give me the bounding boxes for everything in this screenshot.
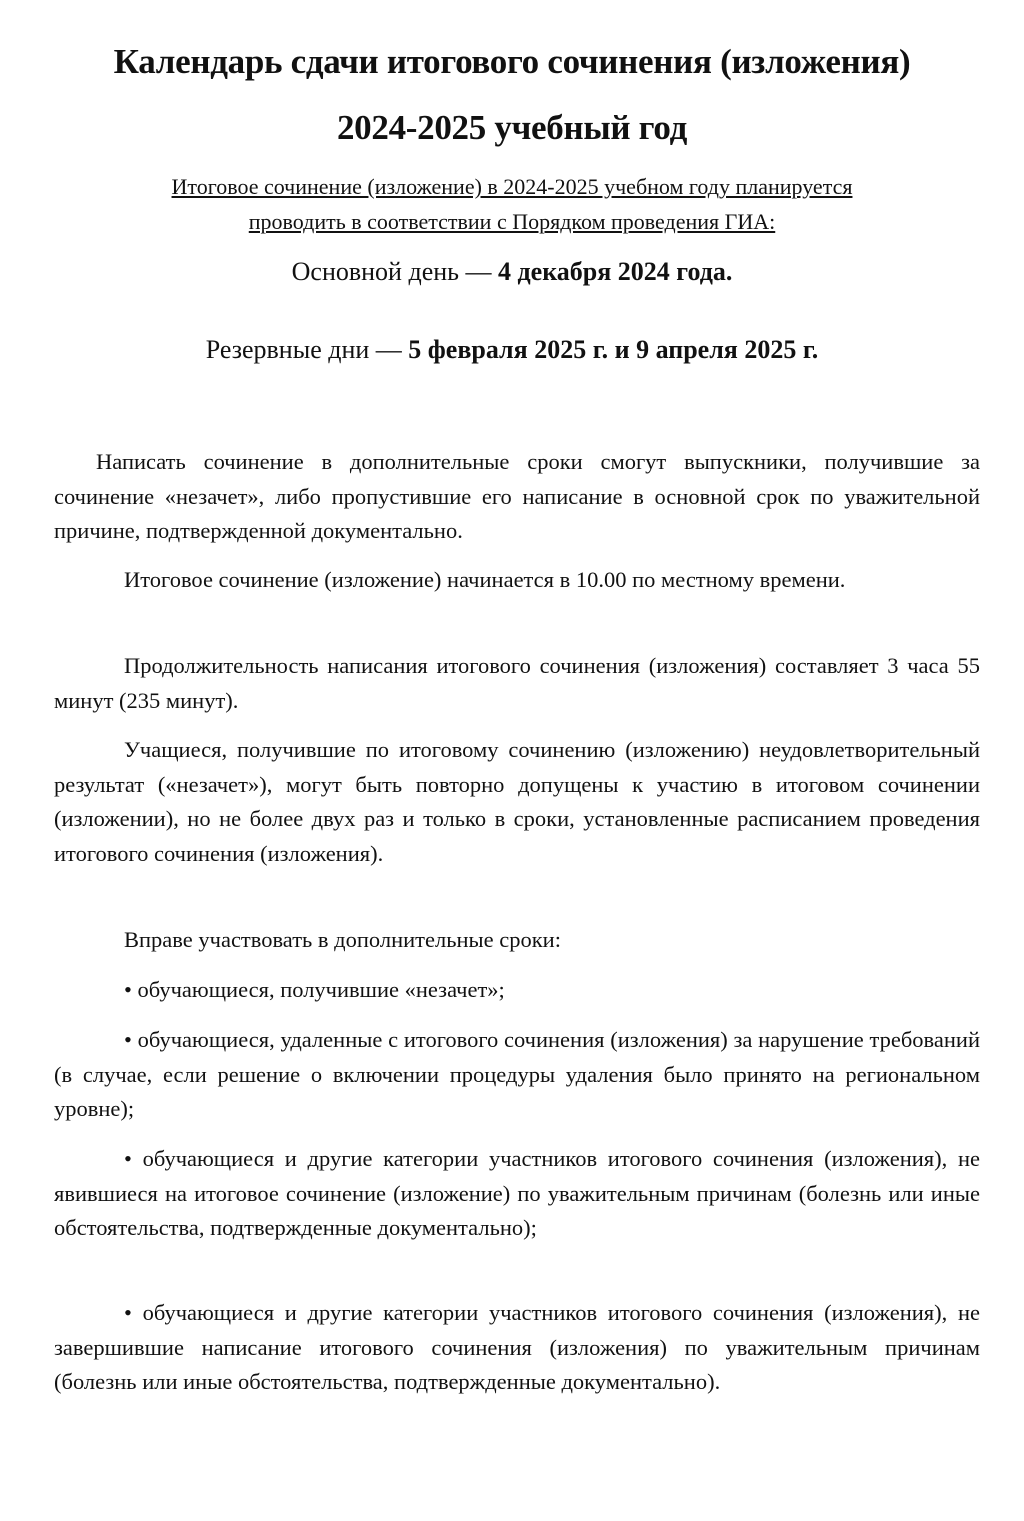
- subtitle-line2: проводить в соответствии с Порядком проведения ГИА:: [248, 209, 776, 234]
- reserve-days-date: 5 февраля 2025 г. и 9 апреля 2025 г.: [408, 335, 819, 364]
- list-item: • обучающиеся и другие категории участников итогового сочинения (изложения), не завершившие написание итогового сочинения (изложения) по уважительным причинам (болезнь или иные обстоятельства, подтвержденные документально).: [54, 1300, 980, 1394]
- paragraph: Продолжительность написания итогового сочинения (изложения) составляет 3 часа 55 минут (235 минут).: [54, 653, 980, 713]
- paragraph: Учащиеся, получившие по итоговому сочинению (изложению) неудовлетворительный результат («незачет»), могут быть повторно допущены к участию в итоговом сочинении (изложении), но не более двух раз и только в сроки, установленные расписанием проведения итогового сочинения (изложения).: [54, 737, 980, 866]
- list-item: • обучающиеся, получившие «незачет»;: [124, 977, 505, 1002]
- reserve-days-label: Резервные дни —: [205, 335, 409, 364]
- list-item: • обучающиеся и другие категории участников итогового сочинения (изложения), не явившиеся на итоговое сочинение (изложение) по уважительным причинам (болезнь или иные обстоятельства, подтвержденные документально);: [54, 1146, 980, 1240]
- paragraph: Написать сочинение в дополнительные сроки смогут выпускники, получившие за сочинение «незачет», либо пропустившие его написание в основной срок по уважительной причине, подтвержденной документально.: [54, 449, 980, 543]
- paragraph: Вправе участвовать в дополнительные сроки:: [124, 927, 561, 952]
- paragraph: Итоговое сочинение (изложение) начинается в 10.00 по местному времени.: [124, 567, 846, 592]
- main-day-date: 4 декабря 2024 года.: [498, 257, 733, 286]
- list-item: • обучающиеся, удаленные с итогового сочинения (изложения) за нарушение требований (в случае, если решение о включении процедуры удаления было принято на региональном уровне);: [54, 1027, 980, 1121]
- document-title-line2: 2024-2025 учебный год: [336, 108, 687, 147]
- main-day-label: Основной день —: [291, 257, 498, 286]
- subtitle-line1: Итоговое сочинение (изложение) в 2024-2025 учебном году планируется: [171, 174, 853, 199]
- reserve-days: [40, 335, 984, 365]
- document-title-line1: Календарь сдачи итогового сочинения (изложения): [113, 42, 911, 81]
- main-day: [40, 257, 984, 287]
